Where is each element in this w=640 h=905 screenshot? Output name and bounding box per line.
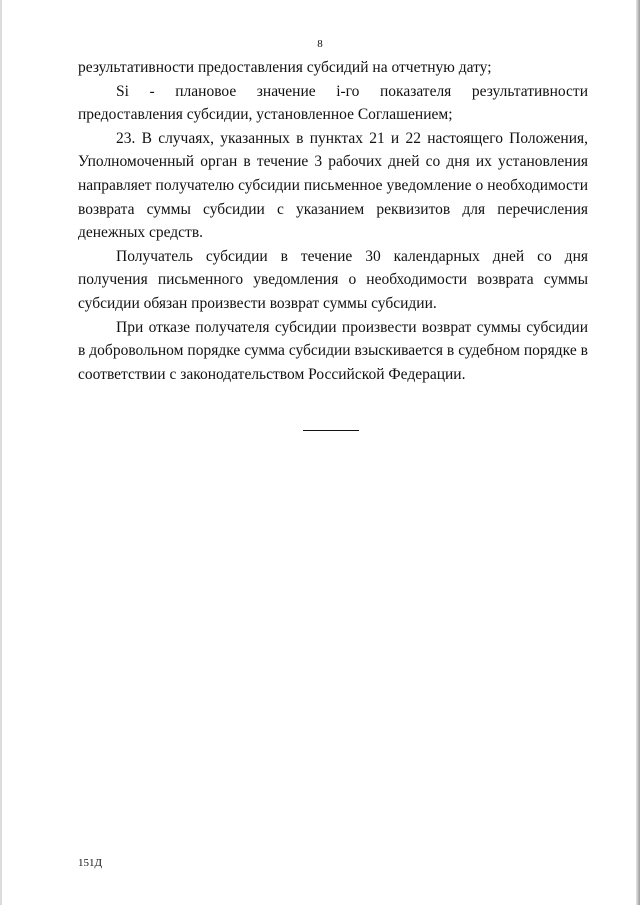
paragraph-continuation: результативности предоставления субсидий на отчетную дату; bbox=[78, 59, 492, 76]
paragraph-court-recovery: При отказе получателя субсидии произвести возврат суммы субсидии в добровольном порядке сумма субсидии взыскивается в судебном порядке в соответствии с законодательством Российской Федерации. bbox=[78, 318, 588, 383]
page-number: 8 bbox=[317, 38, 323, 50]
footer-code: 151Д bbox=[78, 857, 103, 869]
paragraph-si-definition: Si - плановое значение i-го показателя результативности предоставления субсидии, установленное Соглашением; bbox=[78, 82, 588, 124]
document-body bbox=[78, 56, 588, 386]
paragraph-refund-deadline: Получатель субсидии в течение 30 календарных дней со дня получения письменного уведомления о необходимости возврата суммы субсидии обязан произвести возврат суммы субсидии. bbox=[78, 247, 588, 312]
end-divider bbox=[303, 430, 359, 431]
scan-edge-left bbox=[0, 0, 2, 905]
paragraph-clause-23: 23. В случаях, указанных в пунктах 21 и 22 настоящего Положения, Уполномоченный орган в течение 3 рабочих дней со дня их установления направляет получателю субсидии письменное уведомление о необходимости возврата суммы субсидии с указанием реквизитов для перечисления денежных средств. bbox=[78, 129, 588, 242]
scan-edge-right bbox=[636, 0, 640, 905]
